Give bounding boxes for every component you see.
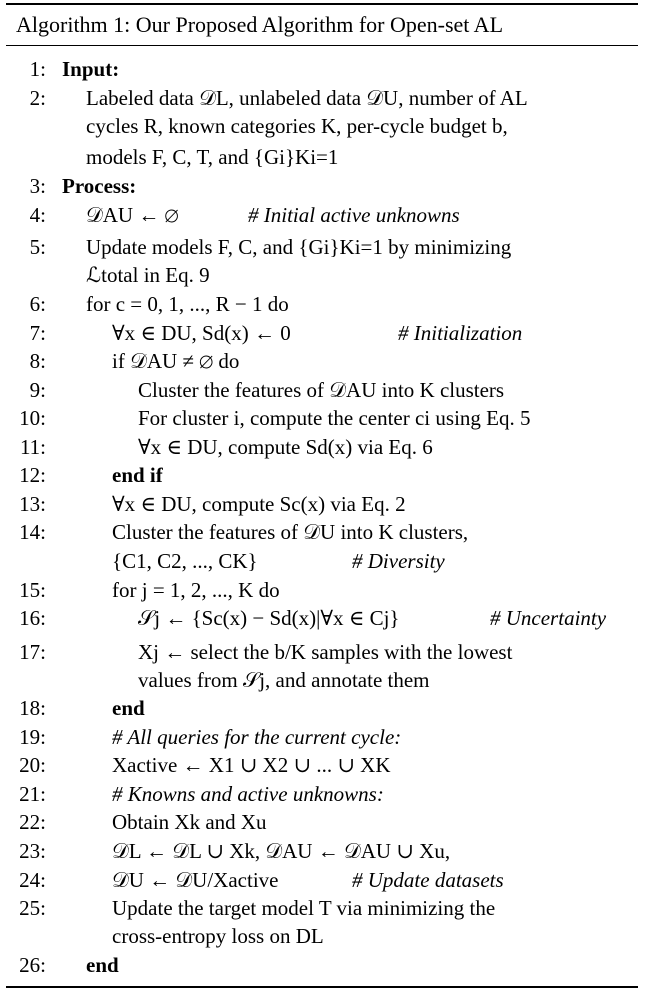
line-number: 20: (19, 753, 46, 777)
line-25a: Update the target model T via minimizing the (112, 896, 496, 920)
line-number: 4: (29, 203, 46, 227)
line-2b: cycles R, known categories K, per-cycle budget b, (86, 114, 508, 138)
line-number: 12: (19, 463, 46, 487)
bottom-rule (6, 986, 638, 988)
line-2c: models F, C, T, and {Gi}Ki=1 (86, 145, 339, 169)
line-14a: Cluster the features of 𝒟U into K clusters, (112, 520, 469, 544)
line-9: Cluster the features of 𝒟AU into K clusters (138, 378, 505, 402)
line-number: 5: (29, 235, 46, 259)
line-number: 11: (19, 435, 46, 459)
line-number: 3: (29, 174, 46, 198)
line-7: ∀x ∈ DU, Sd(x) ← 0 (112, 321, 291, 345)
line-16: 𝒮j ← {Sc(x) − Sd(x)|∀x ∈ Cj} (138, 606, 400, 630)
line-24: 𝒟U ← 𝒟U/Xactive (112, 868, 279, 892)
line-5a: Update models F, C, and {Gi}Ki=1 by minimizing (86, 235, 512, 259)
line-number: 24: (19, 868, 46, 892)
line-number: 6: (29, 292, 46, 316)
line-2a: Labeled data 𝒟L, unlabeled data 𝒟U, number of AL (86, 86, 528, 110)
line-14-comment: # Diversity (352, 549, 445, 573)
line-20: Xactive ← X1 ∪ X2 ∪ ... ∪ XK (112, 753, 391, 777)
line-25b: cross-entropy loss on DL (112, 924, 324, 948)
line-10: For cluster i, compute the center ci using Eq. 5 (138, 406, 531, 430)
line-26-end: end (86, 953, 119, 977)
line-11: ∀x ∈ DU, compute Sd(x) via Eq. 6 (138, 435, 433, 459)
line-1-input: Input: (62, 57, 120, 81)
line-16-comment: # Uncertainty (490, 606, 607, 630)
line-number: 10: (19, 406, 46, 430)
line-number: 25: (19, 896, 46, 920)
line-17a: Xj ← select the b/K samples with the lowest (138, 640, 513, 664)
line-number: 2: (29, 86, 46, 110)
line-number: 21: (19, 782, 46, 806)
line-15-for: for j = 1, 2, ..., K do (112, 578, 280, 602)
top-rule (6, 3, 638, 5)
line-22: Obtain Xk and Xu (112, 810, 267, 834)
line-number: 18: (19, 696, 46, 720)
line-5b: ℒtotal in Eq. 9 (86, 263, 210, 287)
caption-rule (6, 45, 638, 46)
line-13: ∀x ∈ DU, compute Sc(x) via Eq. 2 (112, 492, 406, 516)
line-number: 15: (19, 578, 46, 602)
line-number: 23: (19, 839, 46, 863)
line-21-comment: # Knowns and active unknowns: (112, 782, 384, 806)
line-24-comment: # Update datasets (352, 868, 504, 892)
line-number: 19: (19, 725, 46, 749)
line-3-process: Process: (62, 174, 137, 198)
line-14b: {C1, C2, ..., CK} (112, 549, 258, 573)
line-number: 16: (19, 606, 46, 630)
line-6-for: for c = 0, 1, ..., R − 1 do (86, 292, 289, 316)
line-number: 7: (29, 321, 46, 345)
line-19-comment: # All queries for the current cycle: (112, 725, 402, 749)
line-number: 13: (19, 492, 46, 516)
line-8-if: if 𝒟AU ≠ ∅ do (112, 349, 240, 373)
line-number: 26: (19, 953, 46, 977)
line-12-end-if: end if (112, 463, 163, 487)
line-23: 𝒟L ← 𝒟L ∪ Xk, 𝒟AU ← 𝒟AU ∪ Xu, (112, 839, 451, 863)
line-4-comment: # Initial active unknowns (248, 203, 460, 227)
line-number: 14: (19, 520, 46, 544)
line-17b: values from 𝒮j, and annotate them (138, 668, 430, 692)
algorithm-caption: Algorithm 1: Our Proposed Algorithm for Open-set AL (16, 12, 504, 37)
line-7-comment: # Initialization (398, 321, 523, 345)
line-number: 9: (29, 378, 46, 402)
line-number: 17: (19, 640, 46, 664)
line-number: 8: (29, 349, 46, 373)
line-number: 1: (29, 57, 46, 81)
line-18-end: end (112, 696, 145, 720)
line-number: 22: (19, 810, 46, 834)
line-4: 𝒟AU ← ∅ (86, 203, 179, 227)
